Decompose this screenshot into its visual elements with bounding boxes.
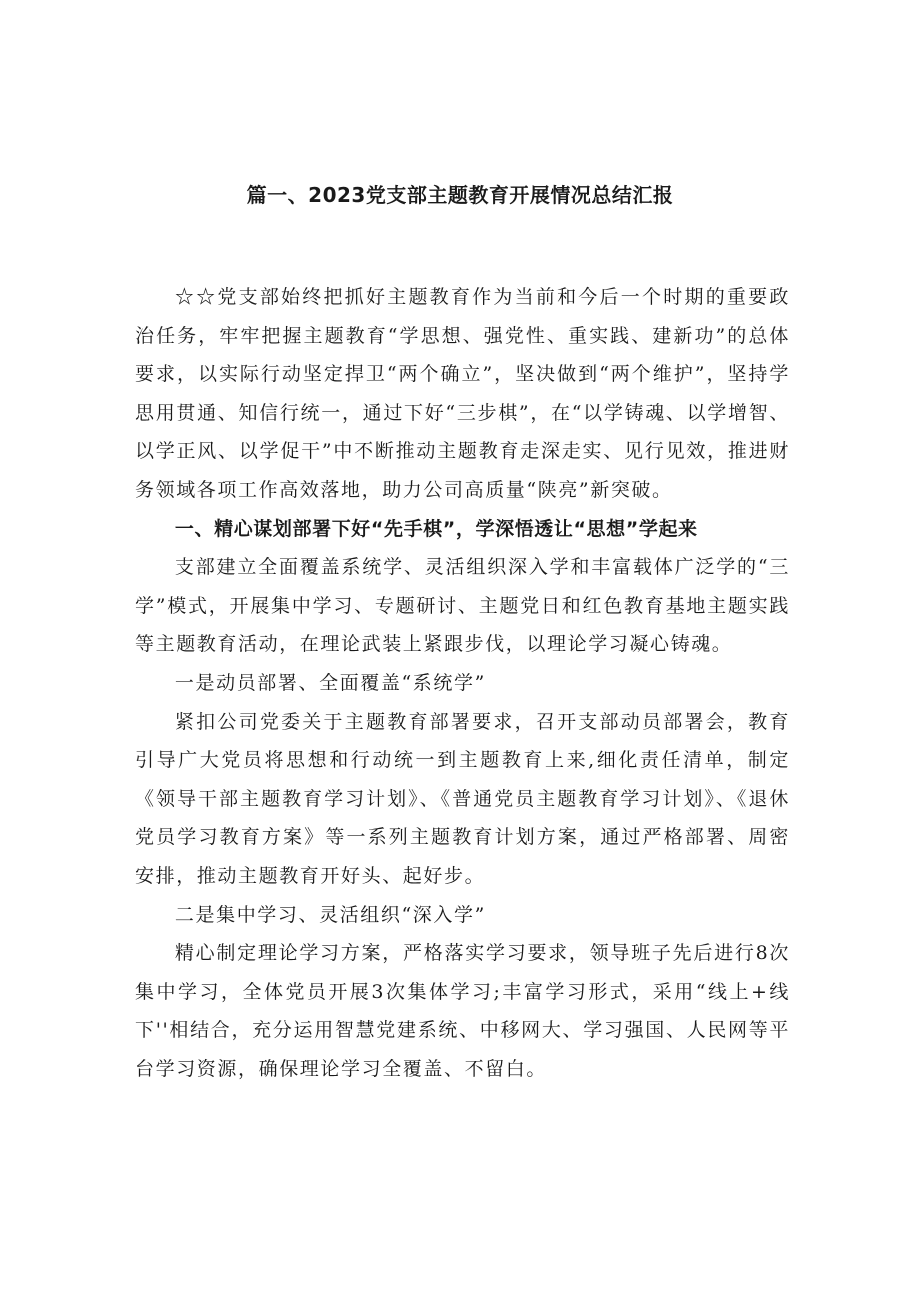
section-1-heading: 一、精心谋划部署下好“先手棋”，学深悟透让“思想”学起来: [174, 517, 698, 540]
subsection-1-paragraph: 紧扣公司党委关于主题教育部署要求，召开支部动员部署会，教育引导广大党员将思想和行动统一到主题教育上来,细化责任清单，制定《领导干部主题教育学习计划》、《普通党员主题教育学习计划》、《退休党员学习教育方案》等一系列主题教育计划方案，通过严格部署、周密安排，推动主题教育开好头、起好步。: [135, 710, 790, 887]
subsection-2-heading: 二是集中学习、灵活组织“深入学”: [174, 903, 486, 926]
document-body: [135, 278, 790, 1088]
intro-paragraph: ☆☆党支部始终把抓好主题教育作为当前和今后一个时期的重要政治任务，牢牢把握主题教育“学思想、强党性、重实践、建新功”的总体要求，以实际行动坚定捍卫“两个确立”，坚决做到“两个维护”，坚持学思用贯通、知信行统一，通过下好“三步棋”，在“以学铸魂、以学增智、以学正风、以学促干”中不断推动主题教育走深走实、见行见效，推进财务领域各项工作高效落地，助力公司高质量“陕亮”新突破。: [135, 286, 790, 501]
document-title: 篇一、2023党支部主题教育开展情况总结汇报: [246, 183, 674, 207]
subsection-2-paragraph: 精心制定理论学习方案，严格落实学习要求，领导班子先后进行8次集中学习，全体党员开展3次集体学习;丰富学习形式，采用“线上+线下''相结合，充分运用智慧党建系统、中移网大、学习强国、人民网等平台学习资源，确保理论学习全覆盖、不留白。: [135, 942, 790, 1080]
subsection-1-heading: 一是动员部署、全面覆盖“系统学”: [174, 671, 486, 694]
section-1-paragraph: 支部建立全面覆盖系统学、灵活组织深入学和丰富载体广泛学的“三学”模式，开展集中学习、专题研讨、主题党日和红色教育基地主题实践等主题教育活动，在理论武装上紧跟步伐，以理论学习凝心铸魂。: [135, 556, 790, 656]
